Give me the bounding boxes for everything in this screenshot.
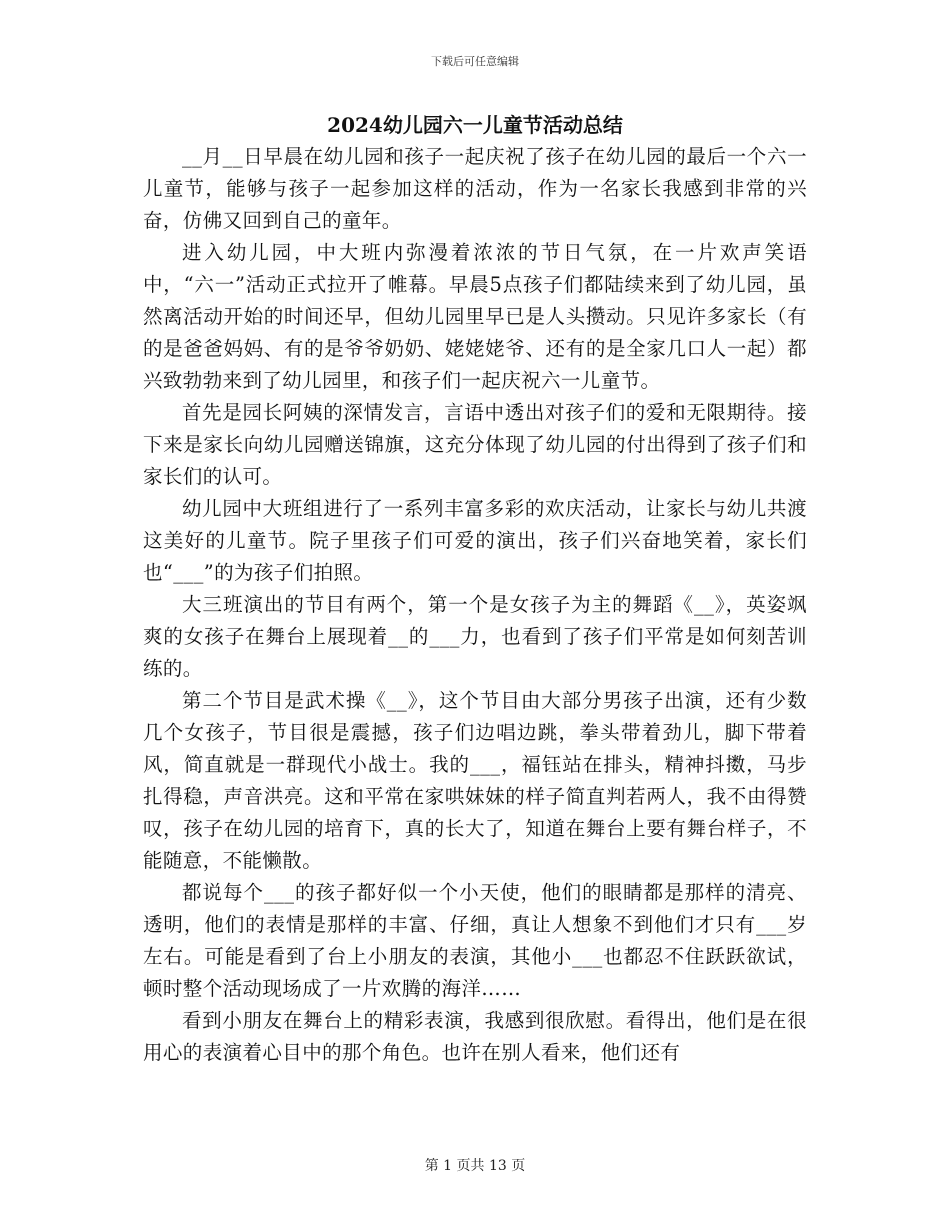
paragraph-1: __月__日早晨在幼儿园和孩子一起庆祝了孩子在幼儿园的最后一个六一儿童节，能够与孩子一起参加这样的活动，作为一名家长我感到非常的兴奋，仿佛又回到自己的童年。 [143, 145, 807, 232]
header-note: 下载后可任意编辑 [431, 55, 519, 68]
paragraph-2: 进入幼儿园，中大班内弥漫着浓浓的节日气氛，在一片欢声笑语中，“六一”活动正式拉开了帷幕。早晨5点孩子们都陆续来到了幼儿园，虽然离活动开始的时间还早，但幼儿园里早已是人头攒动。只见许多家长（有的是爸爸妈妈、有的是爷爷奶奶、姥姥姥爷、还有的是全家几口人一起）都兴致勃勃来到了幼儿园里，和孩子们一起庆祝六一儿童节。 [143, 241, 807, 392]
paragraph-8: 看到小朋友在舞台上的精彩表演，我感到很欣慰。看得出，他们是在很用心的表演着心目中的那个角色。也许在别人看来，他们还有 [143, 1009, 807, 1064]
paragraph-5: 大三班演出的节目有两个，第一个是女孩子为主的舞蹈《__》，英姿飒爽的女孩子在舞台上展现着__的___力，也看到了孩子们平常是如何刻苦训练的。 [143, 593, 807, 680]
paragraph-3: 首先是园长阿姨的深情发言，言语中透出对孩子们的爱和无限期待。接下来是家长向幼儿园赠送锦旗，这充分体现了幼儿园的付出得到了孩子们和家长们的认可。 [143, 401, 807, 488]
paragraph-7: 都说每个___的孩子都好似一个小天使，他们的眼睛都是那样的清亮、透明，他们的表情是那样的丰富、仔细，真让人想象不到他们才只有___岁左右。可能是看到了台上小朋友的表演，其他小___也都忍不住跃跃欲试，顿时整个活动现场成了一片欢腾的海洋…… [143, 881, 807, 1000]
page-footer: 第 1 页共 13 页 [424, 1158, 526, 1174]
paragraph-4: 幼儿园中大班组进行了一系列丰富多彩的欢庆活动，让家长与幼儿共渡这美好的儿童节。院子里孩子们可爱的演出，孩子们兴奋地笑着，家长们也“___”的为孩子们拍照。 [143, 497, 807, 584]
paragraph-6: 第二个节目是武术操《__》，这个节目由大部分男孩子出演，还有少数几个女孩子，节目很是震撼，孩子们边唱边跳，拳头带着劲儿，脚下带着风，简直就是一群现代小战士。我的___，福钰站在排头，精神抖擞，马步扎得稳，声音洪亮。这和平常在家哄妹妹的样子简直判若两人，我不由得赞叹，孩子在幼儿园的培育下，真的长大了，知道在舞台上要有舞台样子，不能随意，不能懒散。 [143, 689, 807, 872]
document-title: 2024幼儿园六一儿童节活动总结 [327, 113, 623, 137]
document-body [143, 141, 807, 1069]
